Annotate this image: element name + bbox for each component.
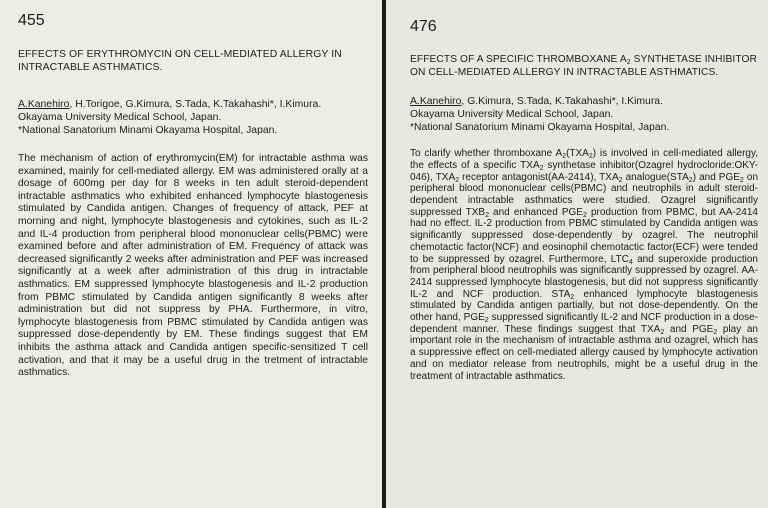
affiliation: Okayama University Medical School, Japan. (410, 109, 614, 121)
affiliation-secondary: *National Sanatorium Minami Okayama Hospital, Japan. (410, 122, 670, 134)
author-line (410, 95, 758, 108)
abstract-body: To clarify whether thromboxane $A_2(TXA_2)$ is involved in cell-mediated allergy, the effects of a specific $TXA_2$ synthetase inhibitor(Ozagrel hydrocloride:OKY-046), $TXA_2$ receptor antagonist(AA-2414), $TXA_2$ $analogue(STA_2)$ and $PGE_2$ on peripheral blood mononuclear cells(PBMC) and neutrophils in adult steroid-dependent intractable asthmatics were studied. Ozagrel significantly suppressed $TXB_2$ and enhanced $PGE_2$ production from PBMC, but AA-2414 had no effect. IL-2 production from PBMC stimulated by Candida antigen was significantly suppressed dose-dependently by ozagrel. The neutrophil chemotactic factor(NCF) and eosinophil chemotactic factor(ECF) were tended to be suppressed by ozagrel. Furthermore, $LTC_4$ and superoxide production from peripheral blood neutrophils was significantly suppressed by ozagrel. AA-2414 suppressed lymphocyte blastogenesis, but did not suppress significantly IL-2 and NCF production. $STA_2$ enhanced lymphocyte blastogenesis stimulated by Candida antigen partially, but not dose-dependently. On the other hand, $PGE_2$ suppressed significantly IL-2 and NCF production in a dose-dependent manner. These findings suggest that $TXA_2$ and $PGE_2$ play an important role in the mechanism of intractable asthma and ozagrel, which has a suppressive effect on cell-mediated allergy caused by lymphocyte activation and on mediator release from neutrophils, might be a useful drug in the treatment of intractable asthmatics. (410, 148, 759, 382)
right-page (386, 0, 768, 508)
page-number: 476 (410, 18, 437, 35)
abstract-title: EFFECTS OF A SPECIFIC THROMBOXANE $A_2$ SYNTHETASE INHIBITOR ON CELL-MEDIATED ALLERGY IN INTRACTABLE ASTHMATICS. (410, 54, 757, 78)
abstract-title: EFFECTS OF ERYTHROMYCIN ON CELL-MEDIATED ALLERGY IN INTRACTABLE ASTHMATICS. (18, 49, 342, 73)
first-author: A.Kanehiro (18, 99, 70, 110)
author-line (18, 98, 368, 111)
page-number: 455 (18, 12, 45, 29)
affiliation: Okayama University Medical School, Japan. (18, 112, 222, 123)
abstract-body: The mechanism of action of erythromycin(EM) for intractable asthma was examined, mainly for cell-mediated allergy. EM was administered orally at a dosage of 600mg per day for 8 weeks in ten adult steroid-dependent intractable asthmatics who exhibited enhanced lymphocyte blastogenesis stimulated by Candida antigen. Changes of frequency of attack, PEF at morning and night, lymphocyte blastogenesis and cytokines, such as IL-2 and IL-4 production from peripheral blood mononuclear cells(PBMC) were examined before and after administration of EM. Frequency of attack was decreased significantly 2 weeks after administration and PEF was increased significantly at a week after administration of this drug in intractable asthmatics. EM suppressed lymphocyte blastogenesis and IL-2 production from PBMC stimulated by Candida antigen significantly 8 weeks after administration but did not suppress by PHA. Furthermore, in vitro, lymphocyte blastogenesis from PBMC stimulated by Candida antigen was suppressed dose-dependently by EM. These findings suggest that EM inhibits the asthma attack and Candida antigen specific-sensitized T cell activation, and that it may be a useful drug in the tretment of intractable asthmatics. (18, 153, 368, 379)
co-authors: , H.Torigoe, G.Kimura, S.Tada, K.Takahashi*, I.Kimura. (69, 99, 322, 110)
affiliation-secondary: *National Sanatorium Minami Okayama Hospital, Japan. (18, 125, 278, 136)
co-authors: , G.Kimura, S.Tada, K.Takahashi*, I.Kimura. (461, 96, 663, 108)
first-author: A.Kanehiro (410, 96, 462, 108)
left-page (0, 0, 382, 508)
